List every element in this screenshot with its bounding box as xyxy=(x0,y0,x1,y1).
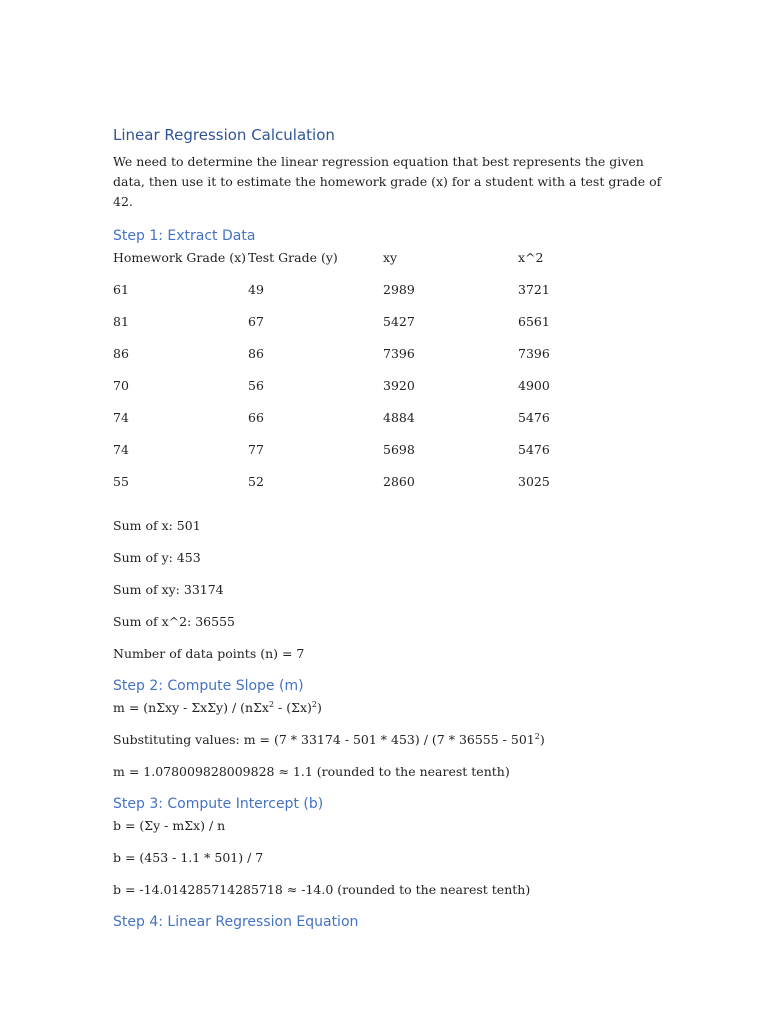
step1-heading: Step 1: Extract Data xyxy=(113,228,256,244)
slope-result: m = 1.078009828009828 ≈ 1.1 (rounded to the nearest tenth) xyxy=(113,764,510,779)
superscript: 2 xyxy=(311,699,317,709)
col-header-xy: xy xyxy=(383,250,398,265)
sum-y: Sum of y: 453 xyxy=(113,550,201,565)
slope-formula-part: - (Σx) xyxy=(274,700,312,715)
intercept-result: b = -14.014285714285718 ≈ -14.0 (rounded to the nearest tenth) xyxy=(113,882,531,897)
sum-x: Sum of x: 501 xyxy=(113,518,201,533)
col-header-test-grade: Test Grade (y) xyxy=(248,250,338,265)
table-row xyxy=(113,376,653,408)
table-cell: 5476 xyxy=(518,442,550,457)
table-row xyxy=(113,280,653,312)
table-row xyxy=(113,312,653,344)
table-cell: 3920 xyxy=(383,378,415,393)
table-cell: 49 xyxy=(248,282,264,297)
table-cell: 86 xyxy=(248,346,264,361)
sum-x-squared: Sum of x^2: 36555 xyxy=(113,614,235,629)
step3-heading: Step 3: Compute Intercept (b) xyxy=(113,796,324,812)
col-header-x-squared: x^2 xyxy=(518,250,544,265)
col-header-homework-grade: Homework Grade (x) xyxy=(113,250,247,265)
table-header-row xyxy=(113,248,653,280)
table-cell: 86 xyxy=(113,346,129,361)
table-cell: 3025 xyxy=(518,474,550,489)
table-cell: 7396 xyxy=(383,346,415,361)
table-cell: 3721 xyxy=(518,282,550,297)
table-cell: 2860 xyxy=(383,474,415,489)
data-table xyxy=(113,248,653,504)
table-cell: 74 xyxy=(113,410,129,425)
slope-substitution-part: Substituting values: m = (7 * 33174 - 501 * 453) / (7 * 36555 - 501 xyxy=(113,732,535,747)
table-row xyxy=(113,408,653,440)
table-cell: 7396 xyxy=(518,346,550,361)
table-cell: 55 xyxy=(113,474,129,489)
table-cell: 5698 xyxy=(383,442,415,457)
table-row xyxy=(113,440,653,472)
table-cell: 52 xyxy=(248,474,264,489)
slope-formula-part: m = (nΣxy - ΣxΣy) / (nΣx xyxy=(113,700,269,715)
superscript: 2 xyxy=(534,731,540,741)
step2-heading: Step 2: Compute Slope (m) xyxy=(113,678,304,694)
intro-paragraph: We need to determine the linear regression equation that best represents the given data, then use it to estimate the homework grade (x) for a student with a test grade of 42. xyxy=(113,154,662,209)
table-cell: 6561 xyxy=(518,314,550,329)
table-row xyxy=(113,472,653,504)
table-cell: 77 xyxy=(248,442,264,457)
table-cell: 4900 xyxy=(518,378,550,393)
table-cell: 70 xyxy=(113,378,129,393)
intercept-formula: b = (Σy - mΣx) / n xyxy=(113,818,226,833)
document-page xyxy=(113,124,673,934)
superscript: 2 xyxy=(268,699,275,709)
table-cell: 67 xyxy=(248,314,264,329)
table-cell: 66 xyxy=(248,410,264,425)
table-cell: 4884 xyxy=(383,410,415,425)
data-point-count: Number of data points (n) = 7 xyxy=(113,646,305,661)
table-cell: 56 xyxy=(248,378,264,393)
table-cell: 2989 xyxy=(383,282,415,297)
document-title: Linear Regression Calculation xyxy=(113,126,335,144)
slope-substitution-part: ) xyxy=(539,732,545,747)
table-row xyxy=(113,344,653,376)
intercept-substitution: b = (453 - 1.1 * 501) / 7 xyxy=(113,850,264,865)
slope-formula-part: ) xyxy=(316,700,322,715)
table-cell: 61 xyxy=(113,282,129,297)
table-cell: 81 xyxy=(113,314,129,329)
sum-xy: Sum of xy: 33174 xyxy=(113,582,224,597)
step4-heading: Step 4: Linear Regression Equation xyxy=(113,914,359,930)
table-cell: 5427 xyxy=(383,314,415,329)
table-cell: 5476 xyxy=(518,410,550,425)
table-cell: 74 xyxy=(113,442,129,457)
slope-formula xyxy=(113,698,673,718)
slope-substitution xyxy=(113,730,673,750)
